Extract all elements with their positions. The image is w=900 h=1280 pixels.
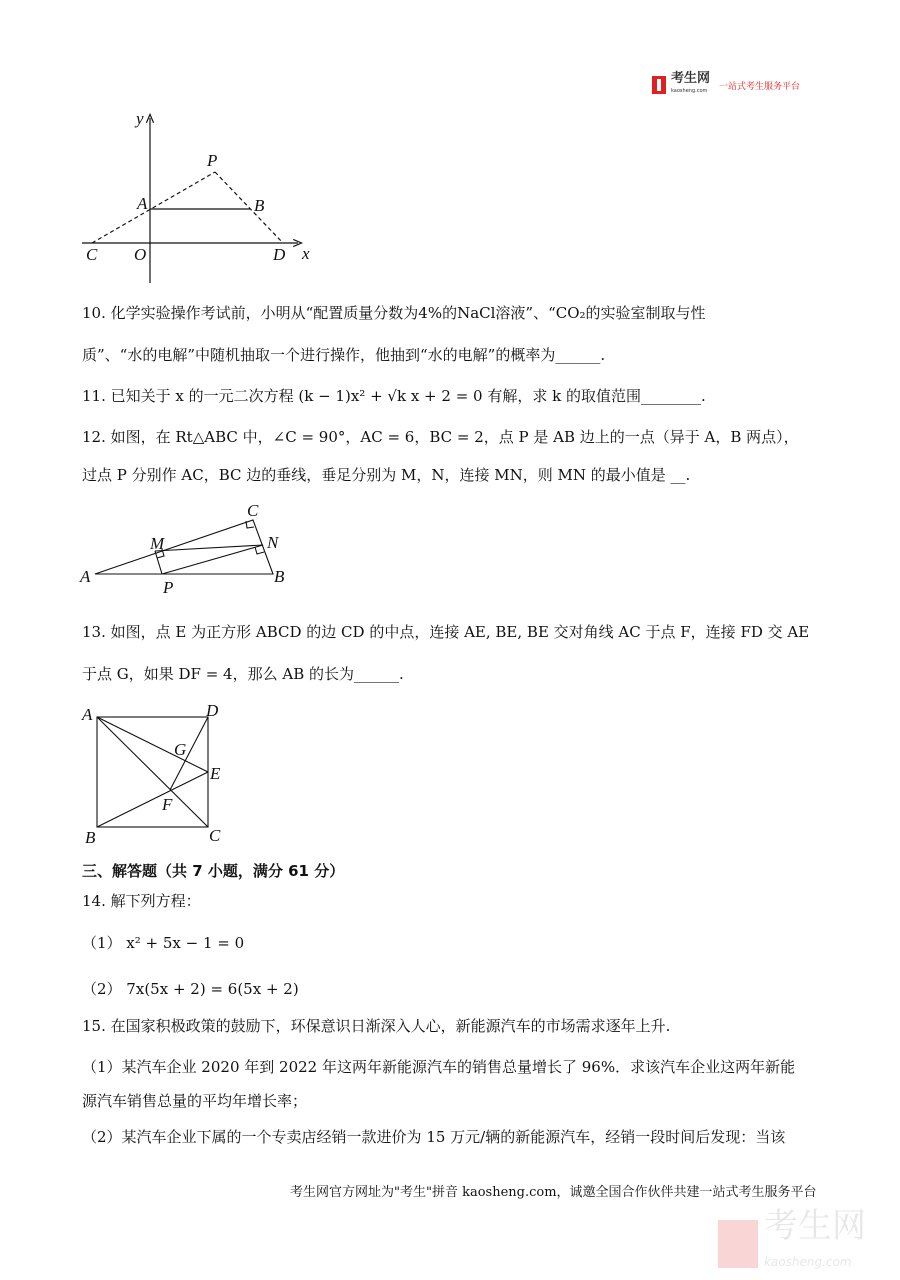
label-f: F — [162, 795, 173, 814]
watermark — [718, 1208, 866, 1280]
watermark-name: 考生网 — [764, 1206, 866, 1246]
q15-line1: 15. 在国家积极政策的鼓励下，环保意识日渐深入人心，新能源汽车的市场需求逐年上升. — [82, 1017, 671, 1035]
label-b: B — [254, 196, 265, 215]
segment-be — [97, 772, 208, 827]
q13-line1: 13. 如图，点 E 为正方形 ABCD 的边 CD 的中点，连接 AE, BE, BE 交对角线 AC 于点 F，连接 FD 交 AE — [82, 623, 810, 641]
watermark-text — [764, 1208, 866, 1280]
label-c: C — [247, 501, 259, 520]
q13-line2: 于点 G，如果 DF = 4，那么 AB 的长为______. — [82, 665, 404, 683]
label-a: A — [80, 567, 91, 586]
label-d: D — [273, 245, 286, 264]
label-a: A — [82, 705, 93, 724]
label-p: P — [163, 578, 174, 597]
diagonal-ac — [97, 717, 208, 827]
label-d: D — [206, 701, 219, 720]
q14-line1: 14. 解下列方程： — [82, 892, 201, 910]
q15-line2: （1）某汽车企业 2020 年到 2022 年这两年新能源汽车的销售总量增长了 96%．求该汽车企业这两年新能 — [82, 1058, 796, 1076]
label-b: B — [274, 567, 285, 586]
label-a: A — [137, 194, 148, 213]
q10-line1: 10. 化学实验操作考试前，小明从“配置质量分数为4%的NaCl溶液”、“CO₂的实验室制取与性 — [82, 304, 706, 322]
q14-sub1: （1） x² + 5x − 1 = 0 — [82, 934, 245, 952]
header-slogan: 一站式考生服务平台 — [719, 81, 801, 92]
q11-line1: 11. 已知关于 x 的一元二次方程 (k − 1)x² + √k x + 2 = 0 有解，求 k 的取值范围________. — [82, 387, 706, 405]
watermark-url: kaosheng.com — [764, 1255, 852, 1269]
label-c: C — [86, 245, 98, 264]
right-angle-n — [255, 547, 264, 554]
label-e: E — [210, 764, 221, 783]
q15-line3: 源汽车销售总量的平均年增长率； — [82, 1092, 308, 1110]
label-p: P — [207, 151, 218, 170]
label-x: x — [302, 244, 310, 263]
label-y: y — [136, 109, 144, 128]
section-title: 三、解答题（共 7 小题，满分 61 分） — [82, 862, 345, 880]
watermark-logo-icon — [718, 1220, 758, 1268]
q12-line1: 12. 如图，在 Rt△ABC 中，∠C = 90°，AC = 6，BC = 2，点 P 是 AB 边上的一点（异于 A，B 两点）， — [82, 428, 799, 446]
label-g: G — [174, 740, 187, 759]
label-n: N — [267, 533, 279, 552]
segment-pd — [215, 172, 283, 243]
figure-coordinate-plane — [82, 118, 298, 283]
logo-url: kaosheng.com — [671, 88, 708, 94]
label-b: B — [85, 828, 96, 847]
figure1-labels — [86, 109, 310, 264]
figure-right-triangle — [95, 520, 273, 574]
q15-line4: （2）某汽车企业下属的一个专卖店经销一款进价为 15 万元/辆的新能源汽车，经销一段时间后发现：当该 — [82, 1128, 786, 1146]
q14-sub2: （2） 7x(5x + 2) = 6(5x + 2) — [82, 980, 299, 998]
label-c: C — [209, 826, 221, 845]
segment-pm — [155, 551, 162, 574]
q12-line2: 过点 P 分别作 AC，BC 边的垂线，垂足分别为 M，N，连接 MN，则 MN 的最小值是 __. — [82, 466, 691, 484]
label-m: M — [150, 534, 165, 553]
logo-name: 考生网 — [671, 71, 711, 86]
q10-line2: 质”、“水的电解”中随机抽取一个进行操作，他抽到“水的电解”的概率为______. — [82, 346, 606, 364]
segment-ae — [97, 717, 208, 772]
triangle-abc — [95, 520, 273, 574]
segment-cp — [92, 172, 215, 243]
label-o: O — [134, 245, 147, 264]
figure-square — [97, 717, 208, 827]
footer-text: 考生网官方网址为"考生"拼音 kaosheng.com，诚邀全国合作伙伴共建一站式考生服务平台 — [290, 1185, 817, 1200]
